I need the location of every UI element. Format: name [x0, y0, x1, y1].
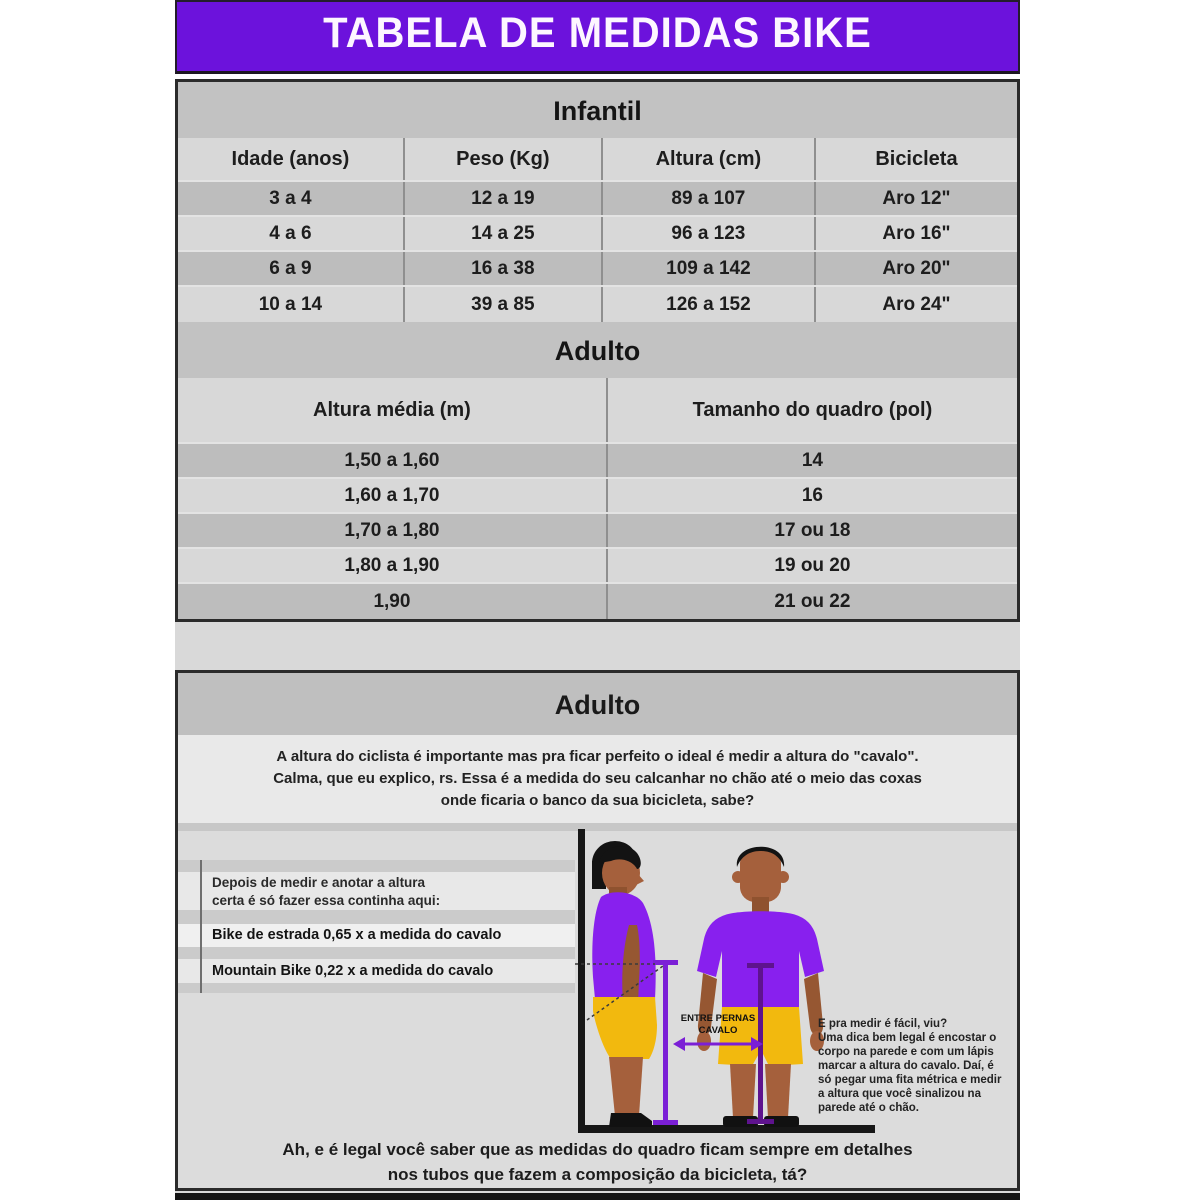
tip-line: a altura que você sinalizou na — [818, 1088, 981, 1100]
table-cell: 19 ou 20 — [606, 549, 1017, 582]
table-row — [178, 514, 1017, 549]
stripe — [178, 860, 575, 872]
page-title: TABELA DE MEDIDAS BIKE — [323, 9, 872, 57]
cyclist-front-figure — [697, 847, 824, 1127]
column-header: Altura média (m) — [313, 398, 471, 421]
cyclist-side-figure — [592, 841, 657, 1127]
table-cell: 109 a 142 — [601, 252, 814, 285]
tip-line: E pra medir é fácil, viu? — [818, 1018, 948, 1030]
table-cell: 16 — [606, 479, 1017, 512]
guide-note-line: certa é só fazer essa continha aqui: — [212, 893, 441, 908]
table-cell: 96 a 123 — [601, 217, 814, 250]
stripe — [178, 910, 575, 924]
table-cell: Aro 16" — [814, 217, 1017, 250]
adulto-column-headers — [178, 378, 1017, 442]
tip-line: marcar a altura do cavalo. Daí, é — [818, 1060, 994, 1072]
column-header: Altura (cm) — [601, 138, 814, 180]
table-cell: 17 ou 18 — [606, 514, 1017, 547]
table-cell: Aro 20" — [814, 252, 1017, 285]
infantil-rows — [178, 180, 1017, 322]
guide-note-line: Depois de medir e anotar a altura — [212, 875, 426, 890]
section-header-adulto: Adulto — [178, 322, 1017, 378]
table-cell: 1,70 a 1,80 — [344, 519, 440, 541]
column-header: Peso (Kg) — [403, 138, 601, 180]
column-header: Idade (anos) — [231, 147, 350, 170]
formula-panel — [178, 860, 575, 993]
table-cell: 21 ou 22 — [606, 584, 1017, 619]
section-header-infantil: Infantil — [178, 82, 1017, 138]
table-row — [178, 287, 1017, 322]
table-row — [178, 444, 1017, 479]
diagram-wall-line — [578, 829, 585, 1133]
table-row — [178, 252, 1017, 287]
guide-intro-line: Calma, que eu explico, rs. Essa é a medida do seu calcanhar no chão até o meio das coxas — [273, 770, 922, 787]
table-row — [178, 479, 1017, 514]
stripe — [178, 947, 575, 959]
table-cell: Aro 12" — [814, 182, 1017, 215]
table-row — [178, 584, 1017, 619]
guide-footer-line: nos tubos que fazem a composição da bicicleta, tá? — [387, 1165, 808, 1184]
panel-divider-line — [200, 860, 202, 993]
table-cell: 126 a 152 — [601, 287, 814, 322]
table-cell: 3 a 4 — [269, 187, 312, 209]
table-row — [178, 549, 1017, 584]
column-header: Tamanho do quadro (pol) — [606, 378, 1017, 442]
tip-line: Uma dica bem legal é encostar o — [818, 1032, 997, 1044]
table-cell: 14 a 25 — [403, 217, 601, 250]
table-cell: 6 a 9 — [269, 257, 312, 279]
column-header: Bicicleta — [814, 138, 1017, 180]
table-row — [178, 217, 1017, 252]
measure-line — [653, 960, 678, 1125]
tables-area — [175, 79, 1020, 1200]
guide-note — [178, 872, 575, 910]
guide-intro-line: onde ficaria o banco da sua bicicleta, sabe? — [440, 792, 755, 809]
page-banner — [175, 0, 1020, 74]
entre-pernas-label: ENTRE PERNAS — [680, 1013, 756, 1024]
guide-intro — [178, 735, 1017, 823]
table-cell: 1,80 a 1,90 — [344, 554, 440, 576]
section-gap — [175, 622, 1020, 670]
table-cell: 1,50 a 1,60 — [344, 449, 440, 471]
formula-road: Bike de estrada 0,65 x a medida do cavalo — [178, 924, 575, 947]
content-column — [175, 0, 1020, 1200]
inner-measure-cap — [747, 1119, 774, 1124]
table-cell: 10 a 14 — [258, 293, 323, 315]
infantil-column-headers — [178, 138, 1017, 180]
stripe — [178, 983, 575, 993]
adulto-rows — [178, 442, 1017, 619]
table-cell: 4 a 6 — [269, 222, 312, 244]
cavalo-label: CAVALO — [698, 1025, 738, 1036]
table-cell: 12 a 19 — [403, 182, 601, 215]
guide-footer-line: Ah, e é legal você saber que as medidas do quadro ficam sempre em detalhes — [282, 1140, 913, 1159]
table-cell: 39 a 85 — [403, 287, 601, 322]
table-cell: 1,60 a 1,70 — [344, 484, 440, 506]
guide-footer — [178, 1137, 1017, 1187]
table-cell: 1,90 — [373, 590, 411, 612]
table-cell: 14 — [606, 444, 1017, 477]
measuring-guide-box — [175, 670, 1020, 1191]
table-cell: 16 a 38 — [403, 252, 601, 285]
table-row — [178, 182, 1017, 217]
table-cell: Aro 24" — [814, 287, 1017, 322]
section-header-guide: Adulto — [178, 673, 1017, 735]
tip-line: corpo na parede e com um lápis — [818, 1046, 994, 1058]
tip-line: só pegar uma fita métrica e medir — [818, 1074, 1002, 1086]
bottom-bar — [175, 1193, 1020, 1200]
guide-intro-line: A altura do ciclista é importante mas pra ficar perfeito o ideal é medir a altura do "cavalo". — [276, 748, 919, 765]
tip-line: parede até o chão. — [818, 1102, 919, 1114]
formula-mtb: Mountain Bike 0,22 x a medida do cavalo — [178, 959, 575, 983]
measuring-tip — [818, 1017, 1010, 1115]
size-table — [175, 79, 1020, 622]
table-cell: 89 a 107 — [601, 182, 814, 215]
